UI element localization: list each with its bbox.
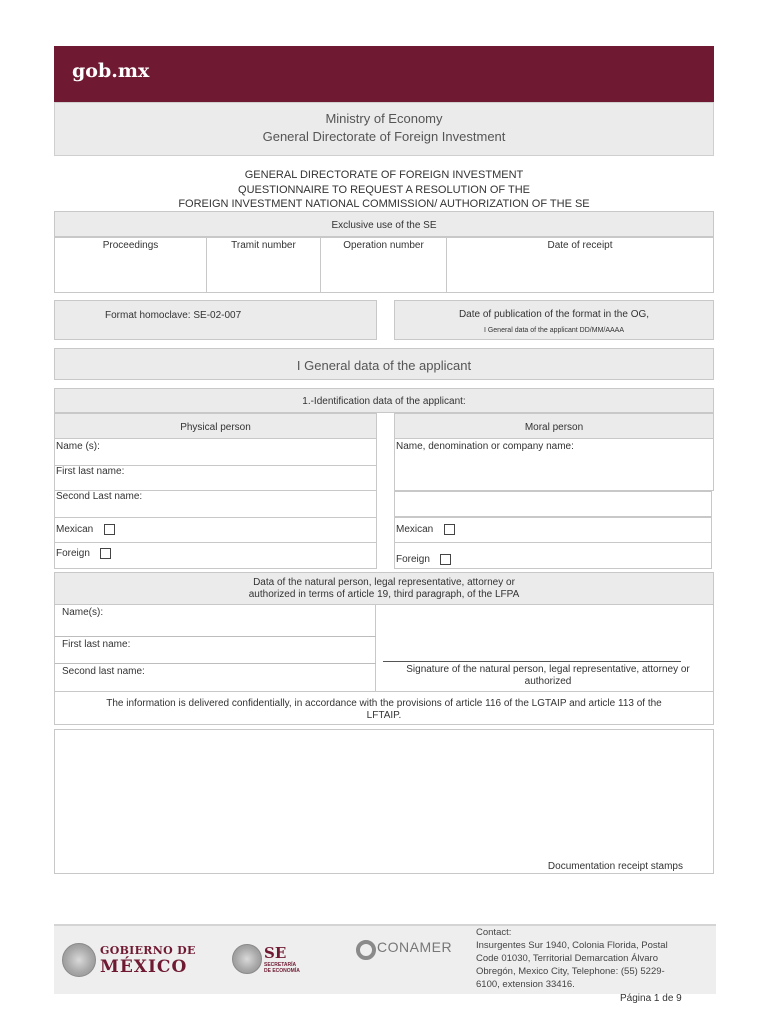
moral-mexican-label: Mexican	[396, 524, 434, 535]
ministry-banner	[54, 102, 714, 156]
exclusive-use-table	[54, 237, 714, 293]
physical-name-field[interactable]	[54, 439, 377, 465]
confidentiality-notice	[54, 691, 714, 725]
physical-first-last-name-label: First last name:	[56, 466, 125, 477]
representative-fields	[55, 605, 376, 691]
physical-person-heading-box	[54, 413, 377, 439]
date-of-receipt-label: Date of receipt	[547, 240, 613, 251]
title-line-3: FOREIGN INVESTMENT NATIONAL COMMISSION/ AUTHORIZATION OF THE SE	[178, 198, 590, 210]
contact-block	[476, 926, 708, 991]
representative-heading	[55, 577, 713, 601]
title-line-2: QUESTIONNAIRE TO REQUEST A RESOLUTION OF THE	[238, 183, 530, 196]
tramit-number-cell[interactable]	[207, 238, 321, 292]
physical-foreign-checkbox[interactable]	[100, 548, 111, 559]
moral-foreign-checkbox[interactable]	[440, 554, 451, 565]
moral-mexican-option[interactable]	[394, 517, 712, 543]
header-bar	[54, 46, 714, 102]
se-seal-icon	[232, 944, 262, 974]
representative-heading-line-2: authorized in terms of article 19, third paragraph, of the LFPA	[248, 589, 520, 600]
physical-foreign-option[interactable]	[54, 543, 377, 569]
representative-name-label: Name(s):	[62, 607, 104, 618]
identification-heading-box	[54, 388, 714, 413]
section-general-data-title: I General data of the applicant	[296, 358, 472, 373]
signature-caption-line-1: Signature of the natural person, legal representative, attorney or	[406, 664, 690, 675]
physical-name-label: Name (s):	[56, 441, 100, 452]
publication-date-label: Date of publication of the format in the OG,	[458, 309, 650, 320]
representative-second-last-name-label: Second last name:	[62, 666, 145, 677]
format-homoclave-box	[54, 300, 377, 340]
representative-first-last-name-field[interactable]	[55, 637, 376, 664]
contact-line-4: 6100, extension 33416.	[476, 979, 575, 990]
conamer-logo-icon	[356, 940, 376, 960]
gobierno-logo-line-2: MÉXICO	[100, 957, 188, 977]
conamer-logo: CONAMER	[377, 939, 453, 955]
moral-person-heading-box	[394, 413, 714, 439]
physical-first-last-name-field[interactable]	[54, 465, 377, 491]
proceedings-cell[interactable]	[55, 238, 207, 292]
receipt-stamps-area[interactable]	[54, 729, 714, 874]
physical-second-last-name-label: Second Last name:	[56, 491, 143, 502]
contact-line-1: Insurgentes Sur 1940, Colonia Florida, Postal	[476, 940, 668, 951]
operation-number-cell[interactable]	[321, 238, 447, 292]
physical-mexican-checkbox[interactable]	[104, 524, 115, 535]
physical-person-heading: Physical person	[180, 422, 251, 433]
proceedings-label: Proceedings	[102, 240, 159, 251]
representative-second-last-name-field[interactable]	[55, 664, 376, 691]
moral-company-name-field[interactable]	[394, 439, 714, 491]
moral-mexican-checkbox[interactable]	[444, 524, 455, 535]
confidentiality-line-2: LFTAIP.	[366, 710, 402, 721]
confidentiality-text	[55, 698, 713, 722]
representative-name-field[interactable]	[55, 605, 376, 637]
operation-number-label: Operation number	[343, 240, 424, 251]
exclusive-use-header	[54, 211, 714, 237]
se-logo: SE	[264, 944, 287, 962]
representative-heading-box	[54, 572, 714, 605]
physical-mexican-label: Mexican	[56, 524, 94, 535]
brand-logo[interactable]: gob.mx	[72, 60, 150, 82]
representative-heading-line-1: Data of the natural person, legal representative, attorney or	[253, 577, 515, 588]
moral-company-name-input[interactable]	[394, 491, 712, 517]
contact-line-3: Obregón, Mexico City, Telephone: (55) 5229-	[476, 966, 665, 977]
signature-line[interactable]	[383, 661, 681, 662]
ministry-name: Ministry of Economy	[325, 111, 443, 126]
tramit-number-label: Tramit number	[231, 240, 296, 251]
physical-mexican-option[interactable]	[54, 517, 377, 543]
publication-date-sub: I General data of the applicant DD/MM/AAAA	[483, 327, 625, 334]
receipt-stamps-label: Documentation receipt stamps	[547, 861, 683, 872]
confidentiality-line-1: The information is delivered confidentially, in accordance with the provisions of article 116 of the LGTAIP and article 113 of the	[106, 698, 662, 709]
publication-date-box	[394, 300, 714, 340]
section-general-data	[54, 348, 714, 380]
physical-foreign-label: Foreign	[56, 548, 90, 559]
se-logo-sub: SECRETARÍA DE ECONOMÍA	[264, 962, 300, 974]
signature-caption-line-2: authorized	[524, 676, 572, 687]
contact-line-2: Code 01030, Territorial Demarcation Álvaro	[476, 953, 658, 964]
identification-heading: 1.-Identification data of the applicant:	[302, 396, 466, 407]
mexico-seal-icon	[62, 943, 96, 977]
physical-second-last-name-field[interactable]	[54, 491, 377, 517]
directorate-name: General Directorate of Foreign Investment	[262, 129, 506, 144]
title-line-1: GENERAL DIRECTORATE OF FOREIGN INVESTMENT	[244, 169, 524, 181]
moral-foreign-option[interactable]	[394, 543, 712, 569]
moral-foreign-label: Foreign	[396, 554, 430, 565]
representative-block	[54, 605, 714, 691]
representative-first-last-name-label: First last name:	[62, 639, 131, 650]
format-homoclave: Format homoclave: SE-02-007	[105, 310, 242, 321]
exclusive-use-heading: Exclusive use of the SE	[331, 220, 437, 231]
date-of-receipt-cell[interactable]	[447, 238, 713, 292]
moral-company-name-label: Name, denomination or company name:	[396, 441, 574, 452]
moral-person-heading: Moral person	[524, 422, 584, 433]
page-number: Página 1 de 9	[620, 993, 682, 1004]
gobierno-logo-line-1: GOBIERNO DE	[100, 944, 196, 957]
signature-caption	[383, 664, 713, 688]
document-title	[54, 168, 714, 212]
contact-label: Contact:	[476, 927, 512, 938]
footer	[54, 924, 716, 994]
